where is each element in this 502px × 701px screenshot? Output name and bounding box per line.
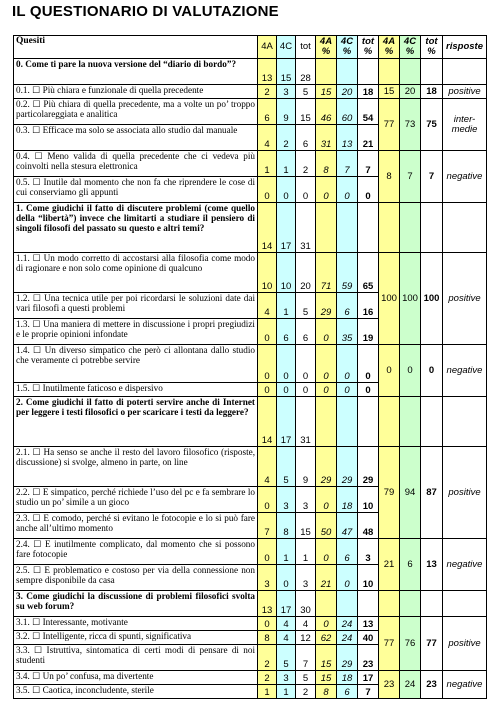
- table-row: [14, 203, 487, 253]
- count-4c: 8: [277, 513, 296, 539]
- pct-4c: 24: [337, 631, 358, 645]
- pct-tot: 23: [358, 645, 379, 671]
- answer-text: 1.1. ☐ Un modo corretto di accostarsi alla filosofia come modo di ragionare e non solo come opinione di qualcuno: [14, 253, 258, 293]
- pct-4a: [316, 397, 337, 447]
- table-row: [14, 539, 487, 565]
- answer-text: 2.1. ☐ Ha senso se anche il resto del lavoro filosofico (risposte, discussione) si svolge, almeno in parte, on line: [14, 447, 258, 487]
- pct-4a: [316, 591, 337, 617]
- pct-4c: 6: [337, 685, 358, 699]
- group-label: positive: [443, 253, 487, 345]
- count-tot: 28: [296, 59, 316, 85]
- group-4a: 23: [379, 671, 400, 699]
- group-tot: 0: [421, 345, 443, 397]
- group-4a: 77: [379, 99, 400, 151]
- answer-text: 2.3. ☐ E comodo, perché si evitano le fotocopie e lo si può fare anche all’ultimo momento: [14, 513, 258, 539]
- group-4c-empty: [400, 591, 421, 617]
- pct-tot: [358, 203, 379, 253]
- pct-4c: 0: [337, 565, 358, 591]
- pct-tot: 13: [358, 617, 379, 631]
- group-tot-empty: [421, 203, 443, 253]
- pct-4a: 8: [316, 151, 337, 177]
- group-4a-empty: [379, 397, 400, 447]
- group-tot: 23: [421, 671, 443, 699]
- count-tot: 0: [296, 177, 316, 203]
- count-4a: 2: [258, 85, 277, 99]
- count-4a: 4: [258, 447, 277, 487]
- group-4c: 24: [400, 671, 421, 699]
- pct-tot: 7: [358, 151, 379, 177]
- pct-tot: 16: [358, 293, 379, 319]
- pct-4c: [337, 397, 358, 447]
- pct-tot: 7: [358, 685, 379, 699]
- pct-4c: 47: [337, 513, 358, 539]
- pct-4c: 18: [337, 671, 358, 685]
- count-4c: 17: [277, 203, 296, 253]
- group-4a-empty: [379, 203, 400, 253]
- pct-tot: 19: [358, 319, 379, 345]
- group-label: positive: [443, 447, 487, 539]
- pct-4c: 13: [337, 125, 358, 151]
- group-4a: 77: [379, 617, 400, 671]
- count-tot: 6: [296, 319, 316, 345]
- group-4a: 21: [379, 539, 400, 591]
- count-tot: 7: [296, 645, 316, 671]
- count-4a: 0: [258, 487, 277, 513]
- pct-tot: 48: [358, 513, 379, 539]
- count-tot: 15: [296, 513, 316, 539]
- pct-4a: 0: [316, 177, 337, 203]
- count-4c: 6: [277, 319, 296, 345]
- count-tot: 30: [296, 591, 316, 617]
- pct-tot: 29: [358, 447, 379, 487]
- count-tot: 6: [296, 125, 316, 151]
- table-row: [14, 397, 487, 447]
- count-4a: 7: [258, 513, 277, 539]
- count-4c: 17: [277, 591, 296, 617]
- table-row: [14, 151, 487, 177]
- group-label: negative: [443, 345, 487, 397]
- count-4a: 2: [258, 645, 277, 671]
- pct-4c: 29: [337, 447, 358, 487]
- pct-4c: 24: [337, 617, 358, 631]
- count-tot: 3: [296, 487, 316, 513]
- group-4c: 7: [400, 151, 421, 203]
- count-4c: 0: [277, 565, 296, 591]
- count-4a: 13: [258, 591, 277, 617]
- pct-4a: 15: [316, 671, 337, 685]
- answer-text: 2.2. ☐ E simpatico, perché richiede l’uso del pc e fa sembrare lo studio un po’ simile a un gioco: [14, 487, 258, 513]
- answer-text: 3.4. ☐ Un po’ confusa, ma divertente: [14, 671, 258, 685]
- count-4a: 0: [258, 319, 277, 345]
- group-tot: 77: [421, 617, 443, 671]
- count-4a: 10: [258, 253, 277, 293]
- pct-tot: 54: [358, 99, 379, 125]
- count-tot: 0: [296, 383, 316, 397]
- group-label-empty: [443, 397, 487, 447]
- question-text: 3. Come giudichi la discussione di problemi filosofici svolta su web forum?: [14, 591, 258, 617]
- table-row: [14, 591, 487, 617]
- pct-4a: 50: [316, 513, 337, 539]
- group-label: negative: [443, 539, 487, 591]
- group-label-empty: [443, 203, 487, 253]
- count-tot: 15: [296, 99, 316, 125]
- pct-4c: [337, 591, 358, 617]
- header-4c-pct: 4C %: [337, 36, 358, 59]
- answer-text: 3.3. ☐ Istruttiva, sintomatica di certi modi di pensare di noi studenti: [14, 645, 258, 671]
- table-row: [14, 59, 487, 85]
- group-tot: 13: [421, 539, 443, 591]
- count-tot: 31: [296, 203, 316, 253]
- group-4c: 6: [400, 539, 421, 591]
- answer-text: 0.1. ☐ Più chiara e funzionale di quella precedente: [14, 85, 258, 99]
- table-row: [14, 345, 487, 383]
- count-4a: 8: [258, 631, 277, 645]
- group-tot: 87: [421, 447, 443, 539]
- group-4a: 79: [379, 447, 400, 539]
- count-4c: 1: [277, 151, 296, 177]
- group-4c: 76: [400, 617, 421, 671]
- count-4c: 2: [277, 125, 296, 151]
- pct-4c: 6: [337, 539, 358, 565]
- pct-4a: 0: [316, 383, 337, 397]
- count-4c: 17: [277, 397, 296, 447]
- pct-tot: 0: [358, 383, 379, 397]
- count-4c: 0: [277, 177, 296, 203]
- answer-text: 3.5. ☐ Caotica, inconcludente, sterile: [14, 685, 258, 699]
- count-4a: 0: [258, 177, 277, 203]
- count-4a: 1: [258, 685, 277, 699]
- count-4a: 6: [258, 99, 277, 125]
- count-4a: 0: [258, 345, 277, 383]
- pct-4a: [316, 203, 337, 253]
- count-4a: 0: [258, 617, 277, 631]
- pct-4c: 35: [337, 319, 358, 345]
- count-4a: 14: [258, 397, 277, 447]
- pct-4a: 0: [316, 319, 337, 345]
- count-4a: 0: [258, 383, 277, 397]
- count-4c: 1: [277, 685, 296, 699]
- pct-4a: 71: [316, 253, 337, 293]
- group-4a-empty: [379, 59, 400, 85]
- count-4c: 5: [277, 645, 296, 671]
- pct-tot: [358, 59, 379, 85]
- group-label: negative: [443, 151, 487, 203]
- pct-tot: 0: [358, 177, 379, 203]
- group-tot: 7: [421, 151, 443, 203]
- answer-text: 0.2. ☐ Più chiara di quella precedente, ma a volte un po’ troppo particolareggiata e analitica: [14, 99, 258, 125]
- pct-tot: 0: [358, 345, 379, 383]
- header-4a-pct: 4A %: [316, 36, 337, 59]
- count-tot: 5: [296, 293, 316, 319]
- pct-4a: [316, 59, 337, 85]
- count-4a: 4: [258, 293, 277, 319]
- table-body: [14, 59, 487, 699]
- pct-tot: 10: [358, 565, 379, 591]
- group-tot-empty: [421, 591, 443, 617]
- count-tot: 20: [296, 253, 316, 293]
- count-4c: 4: [277, 631, 296, 645]
- pct-4c: 6: [337, 293, 358, 319]
- answer-text: 2.5. ☐ E problematico e costoso per via della connessione non sempre disponibile da casa: [14, 565, 258, 591]
- pct-tot: 3: [358, 539, 379, 565]
- pct-tot: 17: [358, 671, 379, 685]
- pct-4a: 46: [316, 99, 337, 125]
- count-4c: 0: [277, 345, 296, 383]
- answer-text: 1.4. ☐ Un diverso simpatico che però ci allontana dallo studio che veramente ci potrebbe servire: [14, 345, 258, 383]
- table-row: [14, 671, 487, 685]
- count-4c: 15: [277, 59, 296, 85]
- count-4c: 5: [277, 447, 296, 487]
- count-4c: 0: [277, 383, 296, 397]
- pct-4a: 15: [316, 85, 337, 99]
- answer-text: 3.2. ☐ Intelligente, ricca di spunti, significativa: [14, 631, 258, 645]
- answer-text: 0.3. ☐ Efficace ma solo se associata allo studio dal manuale: [14, 125, 258, 151]
- answer-text: 1.5. ☐ Inutilmente faticoso e dispersivo: [14, 383, 258, 397]
- pct-4c: 20: [337, 85, 358, 99]
- questionnaire-table: [13, 35, 487, 699]
- count-tot: 31: [296, 397, 316, 447]
- group-tot: 100: [421, 253, 443, 345]
- count-4a: 0: [258, 539, 277, 565]
- pct-4a: 0: [316, 345, 337, 383]
- group-label-empty: [443, 59, 487, 85]
- pct-4c: 29: [337, 645, 358, 671]
- pct-4c: [337, 203, 358, 253]
- pct-4c: 60: [337, 99, 358, 125]
- table-row: [14, 99, 487, 125]
- count-tot: 1: [296, 539, 316, 565]
- table-row: [14, 85, 487, 99]
- answer-text: 3.1. ☐ Interessante, motivante: [14, 617, 258, 631]
- group-4c-empty: [400, 203, 421, 253]
- header-4c-group: 4C %: [400, 36, 421, 59]
- table-row: [14, 253, 487, 293]
- count-4c: 10: [277, 253, 296, 293]
- count-tot: 5: [296, 671, 316, 685]
- group-4a: 8: [379, 151, 400, 203]
- count-tot: 5: [296, 85, 316, 99]
- pct-4a: 8: [316, 685, 337, 699]
- question-text: 1. Come giudichi il fatto di discutere problemi (come quello della “libertà”) invece che limitarti a studiare il pensiero di singoli filosofi del passato su questo e altri temi?: [14, 203, 258, 253]
- answer-text: 1.2. ☐ Una tecnica utile per poi ricordarsi le soluzioni date dai vari filosofi a questi problemi: [14, 293, 258, 319]
- pct-4c: 0: [337, 383, 358, 397]
- group-label: positive: [443, 617, 487, 671]
- pct-tot: 40: [358, 631, 379, 645]
- count-4c: 3: [277, 671, 296, 685]
- pct-tot: [358, 397, 379, 447]
- count-tot: 4: [296, 617, 316, 631]
- count-4a: 1: [258, 151, 277, 177]
- group-label-empty: [443, 591, 487, 617]
- answer-text: 0.5. ☐ Inutile dal momento che non fa che riprendere le cose di cui conserviamo gli appunti: [14, 177, 258, 203]
- pct-tot: 18: [358, 85, 379, 99]
- count-4a: 3: [258, 565, 277, 591]
- group-4c: 20: [400, 85, 421, 99]
- table-row: [14, 447, 487, 487]
- count-tot: 12: [296, 631, 316, 645]
- pct-4c: 59: [337, 253, 358, 293]
- group-tot-empty: [421, 397, 443, 447]
- group-4c-empty: [400, 59, 421, 85]
- group-label: inter-medie: [443, 99, 487, 151]
- question-text: 0. Come ti pare la nuova versione del “diario di bordo”?: [14, 59, 258, 85]
- pct-4c: 7: [337, 151, 358, 177]
- group-4c-empty: [400, 397, 421, 447]
- header-risposte: risposte: [443, 36, 487, 59]
- group-4a: 0: [379, 345, 400, 397]
- pct-4a: 21: [316, 565, 337, 591]
- count-tot: 2: [296, 151, 316, 177]
- answer-text: 2.4. ☐ E inutilmente complicato, dal momento che si possono fare fotocopie: [14, 539, 258, 565]
- pct-4c: 0: [337, 345, 358, 383]
- count-4a: 2: [258, 671, 277, 685]
- pct-tot: [358, 591, 379, 617]
- header-tot-group: tot %: [421, 36, 443, 59]
- group-tot: 75: [421, 99, 443, 151]
- pct-4a: 15: [316, 645, 337, 671]
- count-tot: 0: [296, 345, 316, 383]
- count-4c: 1: [277, 293, 296, 319]
- pct-4a: 31: [316, 125, 337, 151]
- group-label: negative: [443, 671, 487, 699]
- answer-text: 0.4. ☐ Meno valida di quella precedente che ci vedeva più coinvolti nella stesura elettronica: [14, 151, 258, 177]
- count-4c: 9: [277, 99, 296, 125]
- page-title: IL QUESTIONARIO DI VALUTAZIONE: [12, 3, 279, 20]
- group-label: positive: [443, 85, 487, 99]
- header-4a: 4A: [258, 36, 277, 59]
- pct-tot: 21: [358, 125, 379, 151]
- count-tot: 9: [296, 447, 316, 487]
- count-4c: 1: [277, 539, 296, 565]
- header-quesiti: Quesiti: [14, 36, 258, 59]
- pct-4a: 0: [316, 487, 337, 513]
- question-text: 2. Come giudichi il fatto di poterti servire anche di Internet per leggere i testi filosofici o per scaricare i testi da leggere?: [14, 397, 258, 447]
- pct-4c: 0: [337, 177, 358, 203]
- header-tot: tot: [296, 36, 316, 59]
- group-tot: 18: [421, 85, 443, 99]
- pct-4c: [337, 59, 358, 85]
- count-tot: 2: [296, 685, 316, 699]
- group-4a: 15: [379, 85, 400, 99]
- count-4a: 14: [258, 203, 277, 253]
- header-4c: 4C: [277, 36, 296, 59]
- table-row: [14, 617, 487, 631]
- header-4a-group: 4A %: [379, 36, 400, 59]
- count-4a: 13: [258, 59, 277, 85]
- header-tot-pct: tot %: [358, 36, 379, 59]
- group-4c: 73: [400, 99, 421, 151]
- count-4c: 3: [277, 85, 296, 99]
- pct-4c: 18: [337, 487, 358, 513]
- pct-4a: 29: [316, 293, 337, 319]
- pct-4a: 29: [316, 447, 337, 487]
- count-4a: 4: [258, 125, 277, 151]
- count-tot: 3: [296, 565, 316, 591]
- group-4c: 94: [400, 447, 421, 539]
- group-4c: 0: [400, 345, 421, 397]
- pct-tot: 10: [358, 487, 379, 513]
- pct-4a: 62: [316, 631, 337, 645]
- answer-text: 1.3. ☐ Una maniera di mettere in discussione i propri pregiudizi e le proprie opinioni infondate: [14, 319, 258, 345]
- group-4c: 100: [400, 253, 421, 345]
- group-tot-empty: [421, 59, 443, 85]
- pct-tot: 65: [358, 253, 379, 293]
- count-4c: 3: [277, 487, 296, 513]
- group-4a-empty: [379, 591, 400, 617]
- pct-4a: 0: [316, 617, 337, 631]
- count-4c: 4: [277, 617, 296, 631]
- group-4a: 100: [379, 253, 400, 345]
- pct-4a: 0: [316, 539, 337, 565]
